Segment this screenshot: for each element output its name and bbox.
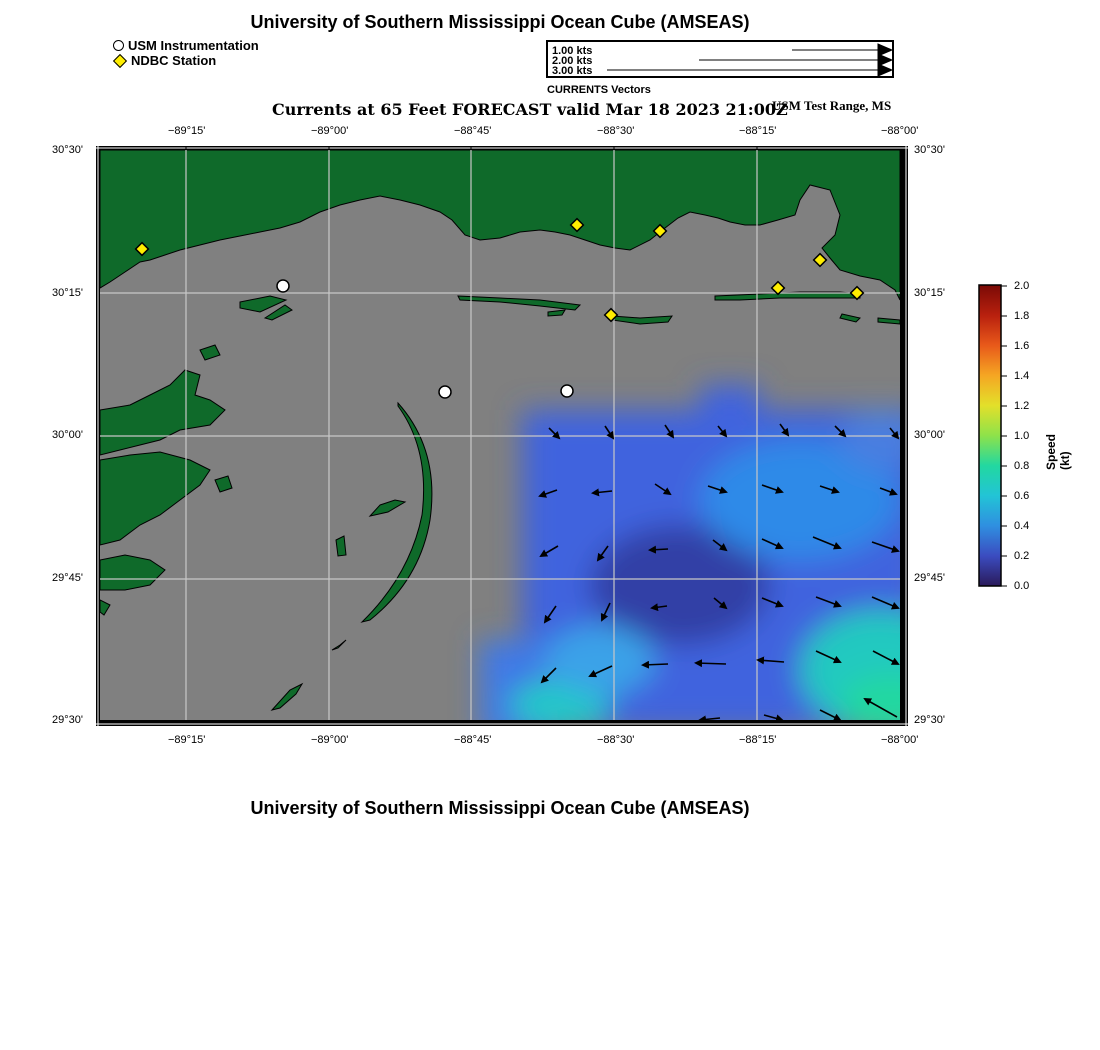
lon-label-bottom-6: −88°00' (881, 734, 919, 746)
lon-label-bottom-4: −88°30' (597, 734, 635, 746)
page-title: University of Southern Mississippi Ocean Cube (AMSEAS) (250, 12, 750, 32)
cb-tick-1.0: 1.0 (1014, 430, 1030, 442)
lon-label-bottom-3: −88°45' (454, 734, 492, 746)
cb-tick-1.6: 1.6 (1014, 340, 1030, 352)
range-name: USM Test Range, MS (772, 98, 892, 113)
cb-tick-0.4: 0.4 (1014, 520, 1030, 532)
scale-arrowhead-2 (878, 54, 892, 66)
lat-label-right-4: 29°45' (914, 572, 945, 584)
lat-label-right-5: 29°30' (914, 714, 945, 726)
scale-arrowhead-1 (878, 44, 892, 56)
vector-caption: CURRENTS Vectors (547, 84, 651, 96)
cb-tick-1.8: 1.8 (1014, 310, 1030, 322)
scale-label-3: 3.00 kts (552, 65, 593, 77)
lon-label-bottom-1: −89°15' (168, 734, 206, 746)
footer-title: University of Southern Mississippi Ocean Cube (AMSEAS) (250, 798, 750, 818)
map-panel (96, 146, 908, 726)
cb-tick-2.0: 2.0 (1014, 280, 1030, 292)
lat-label-left-1: 30°30' (52, 144, 83, 156)
cb-tick-0.2: 0.2 (1014, 550, 1030, 562)
usm-station-1 (277, 280, 289, 292)
legend-usm-label: USM Instrumentation (128, 38, 259, 53)
lat-label-left-4: 29°45' (52, 572, 83, 584)
usm-circle-icon (113, 40, 124, 51)
cb-tick-0.8: 0.8 (1014, 460, 1030, 472)
scale-label-2: 2.00 kts (552, 55, 593, 67)
lon-label-top-3: −88°45' (454, 125, 492, 137)
scale-arrowhead-3 (878, 64, 892, 76)
lon-label-top-1: −89°15' (168, 125, 206, 137)
map-subtitle: Currents at 65 Feet FORECAST valid Mar 18 2023 21:00Z (272, 100, 788, 119)
ndbc-diamond-icon (113, 53, 127, 67)
lon-label-top-6: −88°00' (881, 125, 919, 137)
lon-label-bottom-5: −88°15' (739, 734, 777, 746)
colorbar-title: Speed (kt) (1044, 433, 1072, 470)
lat-label-right-3: 30°00' (914, 429, 945, 441)
usm-station-2 (439, 386, 451, 398)
cb-tick-1.2: 1.2 (1014, 400, 1030, 412)
lon-label-top-4: −88°30' (597, 125, 635, 137)
vector-scale-box (546, 40, 894, 78)
scale-label-1: 1.00 kts (552, 45, 593, 57)
cb-tick-0.0: 0.0 (1014, 580, 1030, 592)
cb-tick-0.6: 0.6 (1014, 490, 1030, 502)
lat-label-left-3: 30°00' (52, 429, 83, 441)
lon-label-top-2: −89°00' (311, 125, 349, 137)
legend-usm (113, 38, 259, 53)
scale-arrows (548, 42, 892, 76)
legend-ndbc (113, 53, 216, 68)
legend-ndbc-label: NDBC Station (131, 53, 217, 68)
lon-label-bottom-2: −89°00' (311, 734, 349, 746)
lon-label-top-5: −88°15' (739, 125, 777, 137)
lat-label-right-1: 30°30' (914, 144, 945, 156)
lat-label-left-5: 29°30' (52, 714, 83, 726)
lat-label-left-2: 30°15' (52, 287, 83, 299)
cb-tick-1.4: 1.4 (1014, 370, 1030, 382)
speed-colorbar (976, 282, 1010, 590)
lat-label-right-2: 30°15' (914, 287, 945, 299)
usm-station-3 (561, 385, 573, 397)
